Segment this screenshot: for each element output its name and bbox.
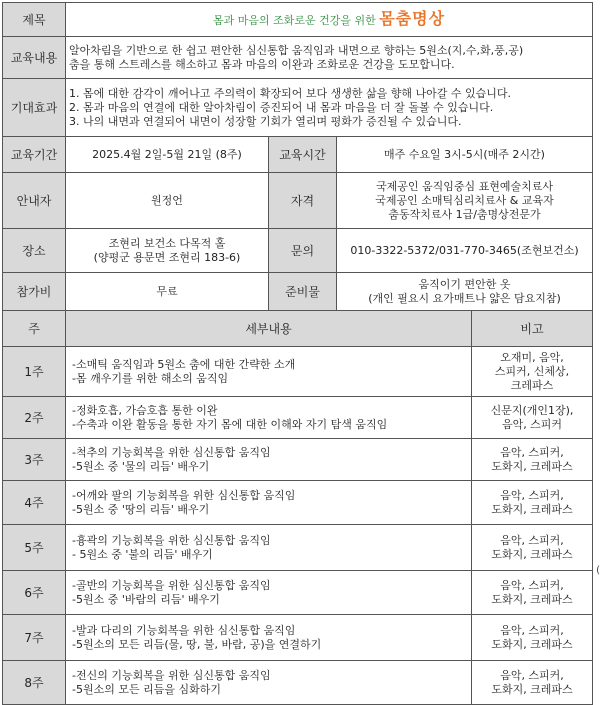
note-line: 음악, 스피커, xyxy=(500,533,564,547)
content-label: 교육내용 xyxy=(3,37,66,79)
week-cell: 4주 xyxy=(3,481,66,525)
note-line: 도화지, 크레파스 xyxy=(491,637,573,651)
detail-line: -어깨와 팔의 기능회복을 위한 심신통합 움직임 xyxy=(72,488,296,502)
effect-line: 1. 몸에 대한 감각이 깨어나고 주의력이 확장되어 보다 생생한 삶을 향해 나아갈 수 있습니다. xyxy=(69,86,511,100)
guide-label: 안내자 xyxy=(3,173,66,229)
place-value xyxy=(66,229,269,273)
qualification-line: 춤동작치료사 1급/춤명상전문가 xyxy=(388,207,541,221)
note-cell xyxy=(472,347,593,397)
note-line: 오재미, 음악, xyxy=(500,350,564,364)
note-cell xyxy=(472,615,593,661)
title-label: 제목 xyxy=(3,3,66,37)
contact-value: 010-3322-5372/031-770-3465(조현보건소) xyxy=(337,229,593,273)
week-cell: 5주 xyxy=(3,525,66,571)
detail-line: -흉곽의 기능회복을 위한 심신통합 움직임 xyxy=(72,533,271,547)
detail-cell xyxy=(66,525,472,571)
period-value: 2025.4월 2일-5월 21일 (8주) xyxy=(66,137,269,173)
detail-line: -골반의 기능회복을 위한 심신통합 움직임 xyxy=(72,578,271,592)
schedule-row xyxy=(3,571,593,615)
detail-cell xyxy=(66,439,472,481)
schedule-row xyxy=(3,481,593,525)
week-header: 주 xyxy=(3,311,66,347)
schedule-row xyxy=(3,397,593,439)
fee-value: 무료 xyxy=(66,273,269,311)
note-line: 스피커, 신체상, xyxy=(494,364,570,378)
prep-label: 준비물 xyxy=(269,273,337,311)
note-line: 도화지, 크레파스 xyxy=(491,459,573,473)
detail-line: -발과 다리의 기능회복을 위한 심신통합 움직임 xyxy=(72,623,296,637)
schedule-row xyxy=(3,661,593,705)
detail-cell xyxy=(66,615,472,661)
period-row xyxy=(3,137,593,173)
detail-cell xyxy=(66,571,472,615)
content-line: 춤을 통해 스트레스를 해소하고 몸과 마음의 이완과 조화로운 건강을 도모합니다. xyxy=(69,57,455,71)
detail-line: -수축과 이완 활동을 통한 자기 몸에 대한 이해와 자기 탐색 움직임 xyxy=(72,417,388,431)
program-title: 몸춤명상 xyxy=(379,8,446,28)
title-cell xyxy=(66,3,593,37)
fee-label: 참가비 xyxy=(3,273,66,311)
prep-line: 움직이기 편안한 옷 xyxy=(418,277,511,291)
note-line: 신문지(개인1장), xyxy=(490,403,574,417)
side-mark: ( xyxy=(596,565,600,576)
detail-cell xyxy=(66,481,472,525)
content-row xyxy=(3,37,593,79)
detail-line: -5원소의 모든 리듬을 심화하기 xyxy=(72,682,221,696)
week-cell: 3주 xyxy=(3,439,66,481)
detail-line: -5원소 중 '물의 리듬' 배우기 xyxy=(72,459,210,473)
schedule-header-row xyxy=(3,311,593,347)
effect-text xyxy=(66,79,593,137)
note-line: 음악, 스피커, xyxy=(500,488,564,502)
note-cell xyxy=(472,525,593,571)
detail-line: -5원소 중 '바람의 리듬' 배우기 xyxy=(72,592,220,606)
effect-line: 2. 몸과 마음의 연결에 대한 알아차림이 증진되어 내 몸과 마음을 더 잘 돌볼 수 있습니다. xyxy=(69,100,494,114)
prep-value xyxy=(337,273,593,311)
detail-line: -정화호흡, 가슴호흡 통한 이완 xyxy=(72,403,218,417)
schedule-row xyxy=(3,347,593,397)
note-cell xyxy=(472,481,593,525)
note-line: 음악, 스피커, xyxy=(500,623,564,637)
note-line: 도화지, 크레파스 xyxy=(491,682,573,696)
content-line: 알아차림을 기반으로 한 쉽고 편안한 심신통합 움직임과 내면으로 향하는 5원소(지,수,화,풍,공) xyxy=(69,43,524,57)
detail-line: -몸 깨우기를 위한 해소의 움직임 xyxy=(72,371,229,385)
detail-line: -5원소의 모든 리듬(물, 땅, 불, 바람, 공)을 연결하기 xyxy=(72,637,322,651)
guide-value: 원정언 xyxy=(66,173,269,229)
contact-label: 문의 xyxy=(269,229,337,273)
note-cell xyxy=(472,397,593,439)
week-cell: 2주 xyxy=(3,397,66,439)
note-cell xyxy=(472,571,593,615)
note-line: 도화지, 크레파스 xyxy=(491,547,573,561)
period-label: 교육기간 xyxy=(3,137,66,173)
place-label: 장소 xyxy=(3,229,66,273)
detail-cell xyxy=(66,661,472,705)
place-line: 조현리 보건소 다목적 홀 xyxy=(108,236,226,250)
schedule-row xyxy=(3,615,593,661)
note-cell xyxy=(472,661,593,705)
detail-line: -5원소 중 '땅의 리듬' 배우기 xyxy=(72,502,210,516)
qualification-label: 자격 xyxy=(269,173,337,229)
qualification-line: 국제공인 소매틱심리치료사 & 교육자 xyxy=(375,193,554,207)
place-row xyxy=(3,229,593,273)
schedule-row xyxy=(3,439,593,481)
note-cell xyxy=(472,439,593,481)
guide-row xyxy=(3,173,593,229)
effect-label: 기대효과 xyxy=(3,79,66,137)
note-line: 음악, 스피커, xyxy=(500,445,564,459)
program-info-table xyxy=(2,2,593,705)
time-value: 매주 수요일 3시-5시(매주 2시간) xyxy=(337,137,593,173)
week-cell: 1주 xyxy=(3,347,66,397)
detail-line: -척추의 기능회복을 위한 심신통합 움직임 xyxy=(72,445,271,459)
schedule-row xyxy=(3,525,593,571)
qualification-line: 국제공인 움직임중심 표현예술치료사 xyxy=(376,179,554,193)
note-line: 음악, 스피커 xyxy=(501,417,563,431)
time-label: 교육시간 xyxy=(269,137,337,173)
fee-row xyxy=(3,273,593,311)
detail-line: -전신의 기능회복을 위한 심신통합 움직임 xyxy=(72,668,271,682)
note-line: 도화지, 크레파스 xyxy=(491,502,573,516)
detail-line: -소매틱 움직임과 5원소 춤에 대한 간략한 소개 xyxy=(72,357,296,371)
title-row xyxy=(3,3,593,37)
effect-line: 3. 나의 내면과 연결되어 내면이 성장할 기회가 열리며 평화가 증진될 수 있습니다. xyxy=(69,114,462,128)
note-line: 크레파스 xyxy=(510,378,554,392)
note-line: 음악, 스피커, xyxy=(500,578,564,592)
detail-cell xyxy=(66,347,472,397)
detail-cell xyxy=(66,397,472,439)
note-line: 음악, 스피커, xyxy=(500,668,564,682)
week-cell: 6주 xyxy=(3,571,66,615)
title-subtitle: 몸과 마음의 조화로운 건강을 위한 xyxy=(212,13,376,27)
qualification-value xyxy=(337,173,593,229)
place-line: (양평군 용문면 조현리 183-6) xyxy=(93,250,241,264)
week-cell: 7주 xyxy=(3,615,66,661)
prep-line: (개인 필요시 요가매트나 얇은 담요지참) xyxy=(368,291,561,305)
content-text xyxy=(66,37,593,79)
effect-row xyxy=(3,79,593,137)
note-line: 도화지, 크레파스 xyxy=(491,592,573,606)
week-cell: 8주 xyxy=(3,661,66,705)
detail-line: - 5원소 중 '불의 리듬' 배우기 xyxy=(72,547,213,561)
note-header: 비고 xyxy=(472,311,593,347)
detail-header: 세부내용 xyxy=(66,311,472,347)
